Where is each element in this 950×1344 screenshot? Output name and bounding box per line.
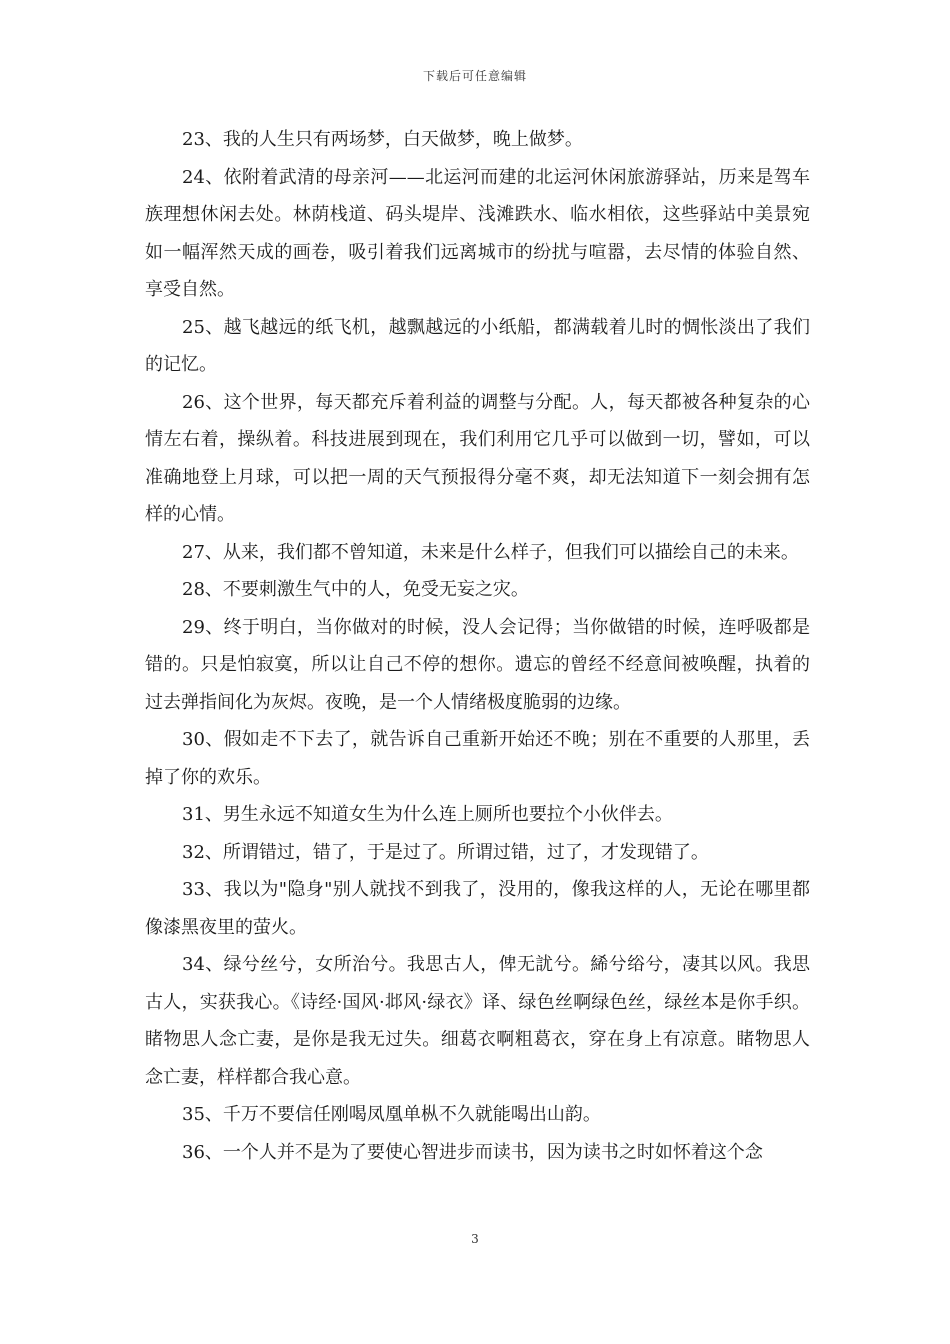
paragraph-33: 33、我以为"隐身"别人就找不到我了，没用的，像我这样的人，无论在哪里都像漆黑夜里的萤火。 <box>145 879 810 938</box>
paragraph-35: 35、千万不要信任刚喝凤凰单枞不久就能喝出山韵。 <box>182 1104 601 1125</box>
paragraph-28: 28、不要刺激生气中的人，免受无妄之灾。 <box>182 579 529 600</box>
paragraph-36: 36、一个人并不是为了要使心智进步而读书，因为读书之时如怀着这个念 <box>182 1141 763 1163</box>
paragraph-24: 24、依附着武清的母亲河——北运河而建的北运河休闲旅游驿站，历来是驾车族理想休闲去处。林荫栈道、码头堤岸、浅滩跌水、临水相依，这些驿站中美景宛如一幅浑然天成的画卷，吸引着我们远离城市的纷扰与喧嚣，去尽情的体验自然、享受自然。 <box>145 166 810 300</box>
paragraph-30: 30、假如走不下去了，就告诉自己重新开始还不晚；别在不重要的人那里，丢掉了你的欢乐。 <box>145 729 810 788</box>
paragraph-23: 23、我的人生只有两场梦，白天做梦，晚上做梦。 <box>182 129 583 150</box>
paragraph-25: 25、越飞越远的纸飞机，越飘越远的小纸船，都满载着儿时的惆怅淡出了我们的记忆。 <box>145 316 810 375</box>
paragraph-34: 34、绿兮丝兮，女所治兮。我思古人，俾无訧兮。絺兮绤兮，凄其以风。我思古人，实获我心。《诗经·国风·邶风·绿衣》译、绿色丝啊绿色丝，绿丝本是你手织。睹物思人念亡妻，是你是我无过失。细葛衣啊粗葛衣，穿在身上有凉意。睹物思人念亡妻，样样都合我心意。 <box>145 954 810 1088</box>
page-header: 下载后可任意编辑 <box>422 69 527 83</box>
paragraph-27: 27、从来，我们都不曾知道，未来是什么样子，但我们可以描绘自己的未来。 <box>182 541 799 563</box>
paragraph-32: 32、所谓错过，错了，于是过了。所谓过错，过了，才发现错了。 <box>182 841 709 863</box>
paragraph-31: 31、男生永远不知道女生为什么连上厕所也要拉个小伙伴去。 <box>182 804 673 825</box>
paragraph-26: 26、这个世界，每天都充斥着利益的调整与分配。人，每天都被各种复杂的心情左右着，操纵着。科技进展到现在，我们利用它几乎可以做到一切，譬如，可以准确地登上月球，可以把一周的天气预报得分毫不爽，却无法知道下一刻会拥有怎样的心情。 <box>145 391 810 525</box>
paragraph-29: 29、终于明白，当你做对的时候，没人会记得；当你做错的时候，连呼吸都是错的。只是怕寂寞，所以让自己不停的想你。遗忘的曾经不经意间被唤醒，执着的过去弹指间化为灰烬。夜晚，是一个人情绪极度脆弱的边缘。 <box>145 616 810 713</box>
document-body <box>145 121 810 1171</box>
page-number: 3 <box>471 1232 479 1246</box>
